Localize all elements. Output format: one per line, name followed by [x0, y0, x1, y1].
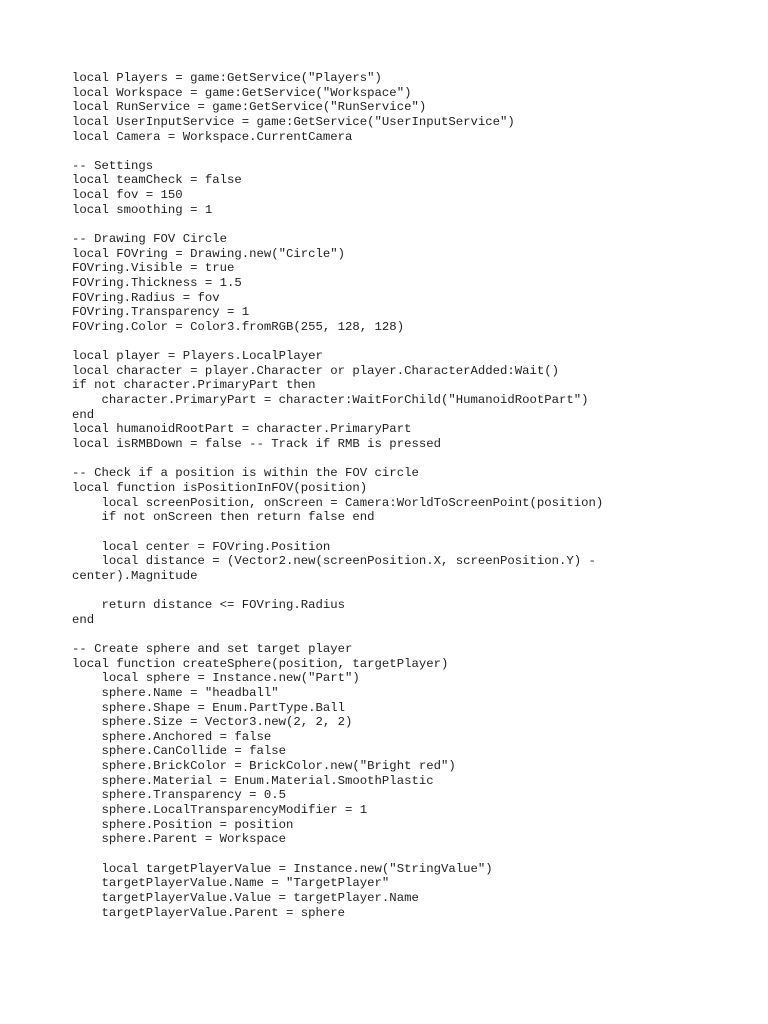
- code-line: FOVring.Color = Color3.fromRGB(255, 128, 128): [72, 319, 405, 334]
- code-line: local sphere = Instance.new("Part"): [72, 671, 360, 686]
- code-line: targetPlayerValue.Value = targetPlayer.Name: [72, 890, 419, 905]
- code-line: FOVring.Radius = fov: [72, 290, 220, 305]
- code-line: -- Settings: [72, 158, 154, 173]
- code-line: sphere.LocalTransparencyModifier = 1: [72, 803, 368, 818]
- code-line: [72, 525, 603, 540]
- code-line: local Players = game:GetService("Players"): [72, 71, 382, 85]
- code-line: local center = FOVring.Position: [72, 539, 331, 554]
- code-line: local player = Players.LocalPlayer: [72, 349, 323, 364]
- code-line: -- Check if a position is within the FOV circle: [72, 466, 419, 481]
- code-line: local Workspace = game:GetService("Workspace"): [72, 85, 412, 100]
- code-line: local fov = 150: [72, 188, 183, 203]
- code-line: if not character.PrimaryPart then: [72, 378, 316, 393]
- code-line: [72, 847, 603, 862]
- code-line: end: [72, 407, 95, 422]
- code-line: local Camera = Workspace.CurrentCamera: [72, 129, 353, 144]
- code-line: sphere.Material = Enum.Material.SmoothPlastic: [72, 773, 434, 788]
- code-line: sphere.Position = position: [72, 817, 294, 832]
- code-line: local smoothing = 1: [72, 202, 213, 217]
- code-block: [72, 71, 603, 920]
- code-line: sphere.Size = Vector3.new(2, 2, 2): [72, 715, 353, 730]
- code-line: sphere.Name = "headball": [72, 685, 279, 700]
- code-line: [72, 144, 603, 159]
- code-line: local screenPosition, onScreen = Camera:WorldToScreenPoint(position): [72, 495, 604, 510]
- code-line: local humanoidRootPart = character.PrimaryPart: [72, 422, 412, 437]
- code-line: sphere.Anchored = false: [72, 729, 272, 744]
- code-line: end: [72, 612, 95, 627]
- code-line: if not onScreen then return false end: [72, 510, 375, 525]
- code-line: sphere.BrickColor = BrickColor.new("Bright red"): [72, 759, 456, 774]
- code-line: local FOVring = Drawing.new("Circle"): [72, 246, 346, 261]
- code-line: [72, 217, 603, 232]
- code-line: [72, 335, 603, 350]
- code-line: local targetPlayerValue = Instance.new("StringValue"): [72, 861, 493, 876]
- code-line: targetPlayerValue.Parent = sphere: [72, 905, 346, 920]
- code-line: sphere.CanCollide = false: [72, 744, 287, 759]
- code-line: center).Magnitude: [72, 568, 198, 583]
- code-line: FOVring.Visible = true: [72, 261, 235, 276]
- code-line: local RunService = game:GetService("RunService"): [72, 100, 427, 115]
- code-line: [72, 627, 603, 642]
- code-line: -- Create sphere and set target player: [72, 641, 353, 656]
- code-line: local character = player.Character or player.CharacterAdded:Wait(): [72, 363, 560, 378]
- code-line: local UserInputService = game:GetService("UserInputService"): [72, 114, 515, 129]
- code-line: [72, 452, 603, 467]
- code-line: FOVring.Transparency = 1: [72, 305, 250, 320]
- code-line: local function createSphere(position, targetPlayer): [72, 656, 449, 671]
- code-line: [72, 583, 603, 598]
- code-line: local distance = (Vector2.new(screenPosition.X, screenPosition.Y) -: [72, 554, 596, 569]
- code-line: sphere.Transparency = 0.5: [72, 788, 287, 803]
- code-line: -- Drawing FOV Circle: [72, 232, 227, 247]
- code-line: local teamCheck = false: [72, 173, 242, 188]
- code-line: local isRMBDown = false -- Track if RMB is pressed: [72, 437, 441, 452]
- code-line: return distance <= FOVring.Radius: [72, 598, 346, 613]
- code-line: FOVring.Thickness = 1.5: [72, 275, 242, 290]
- code-line: sphere.Shape = Enum.PartType.Ball: [72, 700, 346, 715]
- code-line: local function isPositionInFOV(position): [72, 480, 368, 495]
- code-line: sphere.Parent = Workspace: [72, 832, 287, 847]
- code-line: character.PrimaryPart = character:WaitForChild("HumanoidRootPart"): [72, 393, 589, 408]
- code-line: targetPlayerValue.Name = "TargetPlayer": [72, 876, 390, 891]
